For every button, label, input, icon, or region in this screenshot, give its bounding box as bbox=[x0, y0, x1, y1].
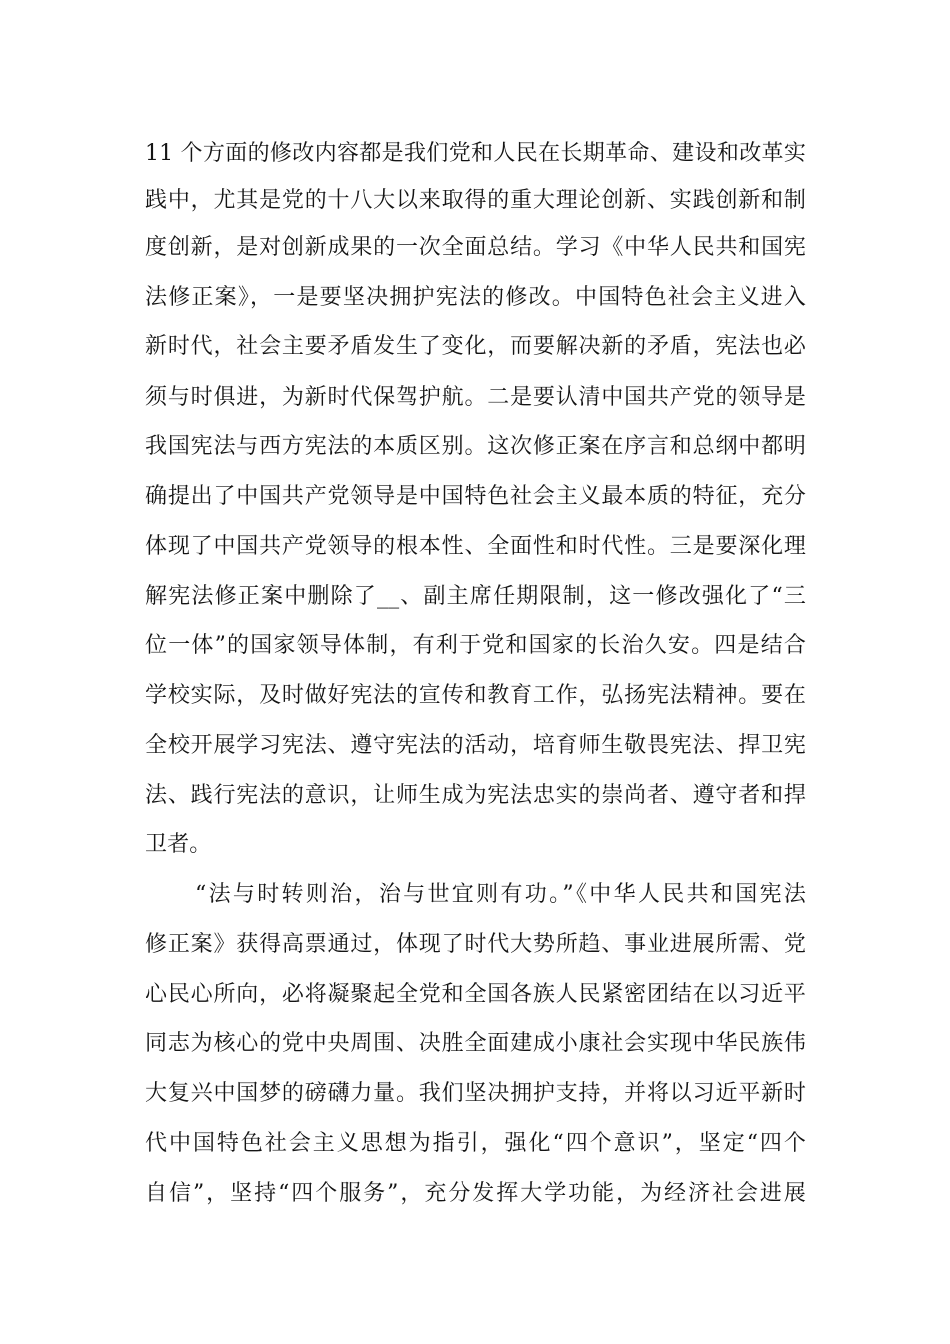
paragraph-2-line-6: 代中国特色社会主义思想为指引，强化“四个意识”，坚定“四个 bbox=[145, 1131, 806, 1156]
paragraph-2-line-3: 心民心所向，必将凝聚起全党和全国各族人民紧密团结在以习近平 bbox=[145, 982, 806, 1007]
paragraph-2-line-1: “法与时转则治，治与世宜则有功。”《中华人民共和国宪法 bbox=[195, 882, 806, 907]
paragraph-1-line-3: 度创新，是对创新成果的一次全面总结。学习《中华人民共和国宪 bbox=[145, 235, 806, 260]
paragraph-1-line-7: 我国宪法与西方宪法的本质区别。这次修正案在序言和总纲中都明 bbox=[145, 434, 806, 459]
paragraph-2-line-4: 同志为核心的党中央周围、决胜全面建成小康社会实现中华民族伟 bbox=[145, 1031, 806, 1056]
paragraph-1-line-9: 体现了中国共产党领导的根本性、全面性和时代性。三是要深化理 bbox=[145, 534, 806, 559]
paragraph-1-line-6: 须与时俱进，为新时代保驾护航。二是要认清中国共产党的领导是 bbox=[145, 385, 806, 410]
paragraph-1-line-13: 全校开展学习宪法、遵守宪法的活动，培育师生敬畏宪法、捍卫宪 bbox=[145, 733, 806, 758]
paragraph-2-line-2: 修正案》获得高票通过，体现了时代大势所趋、事业进展所需、党 bbox=[145, 932, 806, 957]
paragraph-1-line-2: 践中，尤其是党的十八大以来取得的重大理论创新、实践创新和制 bbox=[145, 188, 806, 213]
paragraph-2-line-7: 自信”，坚持“四个服务”，充分发挥大学功能，为经济社会进展 bbox=[145, 1181, 806, 1206]
paragraph-1-line-11: 位一体”的国家领导体制，有利于党和国家的长治久安。四是结合 bbox=[145, 633, 806, 658]
paragraph-1-line-15: 卫者。 bbox=[145, 832, 212, 857]
paragraph-1-line-1: 11 个方面的修改内容都是我们党和人民在长期革命、建设和改革实 bbox=[145, 141, 806, 166]
paragraph-2-line-5: 大复兴中国梦的磅礴力量。我们坚决拥护支持，并将以习近平新时 bbox=[145, 1081, 806, 1106]
paragraph-1-line-8: 确提出了中国共产党领导是中国特色社会主义最本质的特征，充分 bbox=[145, 484, 806, 509]
paragraph-1-line-10: 解宪法修正案中删除了__、副主席任期限制，这一修改强化了“三 bbox=[145, 584, 806, 609]
paragraph-1-line-4: 法修正案》，一是要坚决拥护宪法的修改。中国特色社会主义进入 bbox=[145, 285, 806, 310]
paragraph-1-line-14: 法、践行宪法的意识，让师生成为宪法忠实的崇尚者、遵守者和捍 bbox=[145, 783, 806, 808]
paragraph-1-line-12: 学校实际，及时做好宪法的宣传和教育工作，弘扬宪法精神。要在 bbox=[145, 683, 806, 708]
paragraph-1-line-5: 新时代，社会主要矛盾发生了变化，而要解决新的矛盾，宪法也必 bbox=[145, 334, 806, 359]
